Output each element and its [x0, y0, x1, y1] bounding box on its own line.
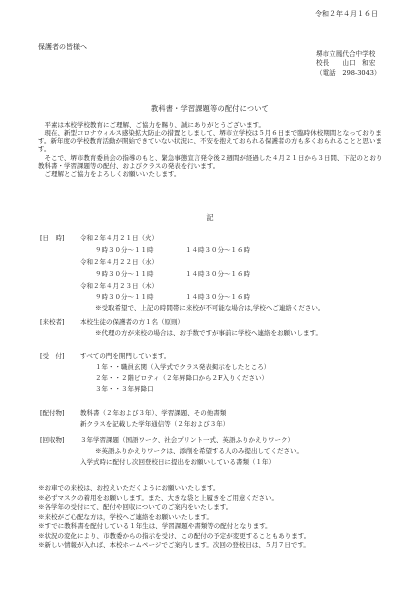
schedule-note: ※受取希望で、上記の時間帯に来校が不可能な場合は,学校へご連絡ください。 — [95, 304, 325, 312]
intro-paragraph: ご理解とご協力をよろしくお願いいたします。 — [38, 169, 181, 178]
principal-name: 校長 山口 和宏 — [316, 59, 376, 68]
note-item: ※必ずマスクの着用をお願いします。また、大きな袋と上履きをご用意ください。 — [38, 493, 278, 502]
document-date: 令和２年４月１６日 — [315, 10, 378, 18]
reception-label: [受 付] — [40, 352, 65, 360]
notes-list — [38, 484, 310, 551]
reception-line: ２年・・２階ピロティ（２年昇降口から２F入りください） — [95, 374, 268, 382]
collection-line: ３年学習課題（国語ワーク、社会プリント一式、英語ふりかえりワーク） — [80, 436, 294, 444]
reception-line: １年・・職員玄関（入学式でクラス発表掲示をしたところ） — [95, 363, 271, 371]
distribution-line: 新クラスを記載した学年通信等（２年および３年） — [80, 420, 230, 428]
addressee: 保護者の皆様へ — [38, 43, 87, 51]
schedule-pm-2: １４時３０分～１６時 — [185, 270, 250, 278]
collection-line: 入学式時に配付し次回登校日に提出をお願いしている書類（１年） — [80, 458, 275, 466]
schedule-am-2: ９時３０分～１１時 — [95, 270, 154, 278]
schedule-pm-3: １４時３０分～１６時 — [185, 293, 250, 301]
sender-block — [316, 50, 381, 78]
ki-heading: 記 — [206, 213, 214, 222]
schedule-date-1: 令和２年４月２１日（火） — [80, 234, 158, 242]
schedule-am-3: ９時３０分～１１時 — [95, 293, 154, 301]
note-item: ※状況の変化により、市教委からの指示を受け、この配付の予定が変更することもあります。 — [38, 531, 311, 540]
reception-line: ３年・・３年昇降口 — [95, 385, 154, 393]
schedule-am-1: ９時３０分～１１時 — [95, 246, 154, 254]
schedule-pm-1: １４時３０分～１６時 — [185, 246, 250, 254]
intro-paragraph: そこで、堺市教育委員会の指導のもと、緊急事態宣言発令後２週間が経過した４月２１日から３日間、下記のとおり教科書・学習課題等の配付、およびクラスの発表を行います。 — [38, 153, 383, 170]
school-phone: （電話 298-3043） — [316, 68, 381, 77]
school-name: 堺市立鳳代合中学校 — [316, 50, 376, 58]
note-item: ※来校がご心配な方は，学校へご連絡をお願いいたします。 — [38, 512, 213, 521]
schedule-date-2: 令和２年４月２２日（水） — [80, 258, 158, 266]
collection-line: ※英語ふりかえりワークは、添削を希望する人のみ提出してください。 — [95, 447, 303, 455]
schedule-label: [日 時] — [40, 234, 65, 242]
note-item: ※すでに教科書を配付している１年生は、学習課題や書類等の配付となります。 — [38, 522, 272, 531]
note-item: ※新しい情報が入れば、本校ホームページでご案内します。次回の登校日は、５月７日です。 — [38, 541, 310, 550]
note-item: ※お車での来校は、お控えいただくようにお願いいたします。 — [38, 484, 220, 492]
distribution-line: 教科書（２年および３年）、学習課題、その他書類 — [80, 409, 227, 417]
reception-line: すべての門を開門しています。 — [80, 352, 171, 360]
collection-label: [回収物] — [40, 436, 65, 444]
note-item: ※各学年の受付にて、配付や回収についてのご案内をいたします。 — [38, 503, 233, 512]
intro-paragraph: 平素は本校学校教育にご理解、ご協力を賜り、誠にありがとうございます。 — [38, 121, 265, 129]
distribution-label: [配付物] — [40, 409, 65, 417]
document-title: 教科書・学習課題等の配付について — [150, 104, 270, 113]
intro-paragraph: 現在、新型コロナウィルス感染拡大防止の措置としまして、堺市立学校は５月６日まで臨時休校期間となっております。新年度の学校教育活動が開始できていない状況に、不安を抱えておられる保護者の方も多くおられることと思います。 — [38, 129, 382, 154]
visitor-label: [来校者] — [40, 318, 65, 326]
visitor-line-1: 本校生徒の保護者の方１名（原則） — [80, 318, 184, 326]
visitor-line-2: ※代理の方が来校の場合は、お手数ですが事前に学校へ連絡をお願いします。 — [95, 329, 322, 337]
intro-paragraphs — [38, 121, 388, 178]
schedule-date-3: 令和２年４月２３日（木） — [80, 282, 158, 290]
